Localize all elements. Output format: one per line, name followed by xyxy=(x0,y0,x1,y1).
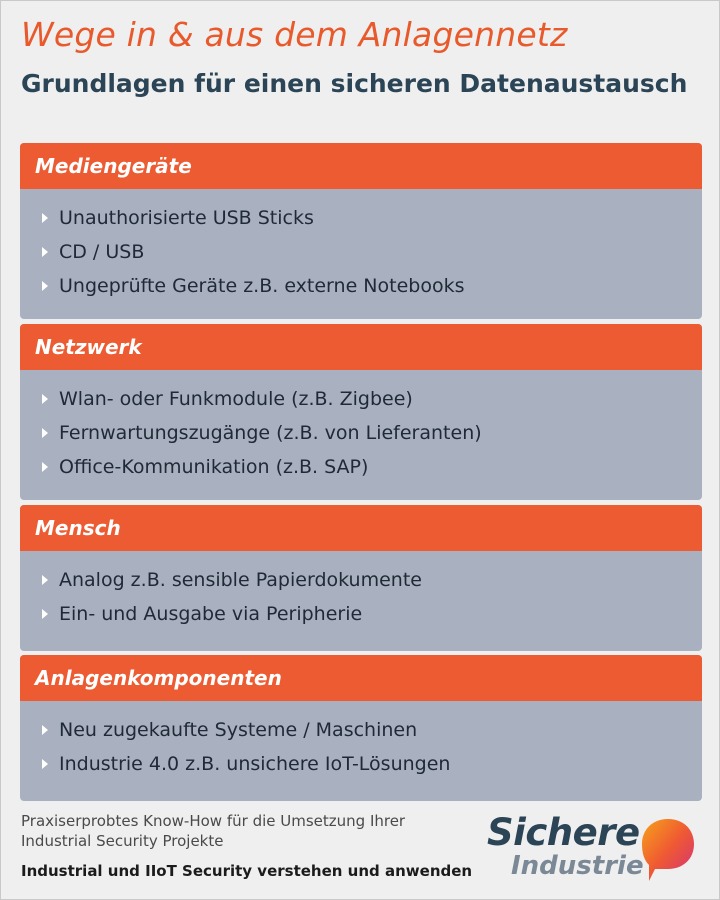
triangle-bullet-icon xyxy=(42,281,48,291)
list-item xyxy=(20,563,702,597)
section-body xyxy=(20,551,702,651)
triangle-bullet-icon xyxy=(42,213,48,223)
list-item xyxy=(20,269,702,303)
triangle-bullet-icon xyxy=(42,394,48,404)
page-subtitle: Grundlagen für einen sicheren Datenaustausch xyxy=(21,69,688,98)
list-item xyxy=(20,747,702,781)
list-item xyxy=(20,201,702,235)
list-item-label: Neu zugekaufte Systeme / Maschinen xyxy=(59,719,418,741)
list-item-label: Office-Kommunikation (z.B. SAP) xyxy=(59,456,369,478)
section-card-mediengeraete xyxy=(20,143,702,319)
list-item xyxy=(20,450,702,484)
triangle-bullet-icon xyxy=(42,609,48,619)
triangle-bullet-icon xyxy=(42,759,48,769)
section-card-netzwerk xyxy=(20,324,702,500)
section-header: Netzwerk xyxy=(20,324,702,370)
list-item-label: Ein- und Ausgabe via Peripherie xyxy=(59,603,363,625)
list-item xyxy=(20,235,702,269)
list-item xyxy=(20,713,702,747)
list-item xyxy=(20,597,702,631)
logo-text-line2: Industrie xyxy=(511,851,644,881)
list-item-label: Wlan- oder Funkmodule (z.B. Zigbee) xyxy=(59,388,413,410)
section-header: Anlagenkomponenten xyxy=(20,655,702,701)
list-item-label: CD / USB xyxy=(59,241,145,263)
section-body xyxy=(20,701,702,801)
section-header: Mensch xyxy=(20,505,702,551)
section-header: Mediengeräte xyxy=(20,143,702,189)
logo-text-line1: Sichere xyxy=(487,811,640,854)
triangle-bullet-icon xyxy=(42,428,48,438)
triangle-bullet-icon xyxy=(42,725,48,735)
list-item xyxy=(20,382,702,416)
section-body xyxy=(20,370,702,500)
list-item-label: Unauthorisierte USB Sticks xyxy=(59,207,314,229)
footer-description: Praxiserprobtes Know-How für die Umsetzung Ihrer Industrial Security Projekte xyxy=(21,812,406,850)
triangle-bullet-icon xyxy=(42,247,48,257)
section-card-anlagenkomponenten xyxy=(20,655,702,801)
list-item xyxy=(20,416,702,450)
section-card-mensch xyxy=(20,505,702,651)
page-title: Wege in & aus dem Anlagennetz xyxy=(21,15,568,54)
footer-tagline: Industrial und IIoT Security verstehen und anwenden xyxy=(21,862,473,880)
section-body xyxy=(20,189,702,319)
list-item-label: Ungeprüfte Geräte z.B. externe Notebooks xyxy=(59,275,465,297)
brand-logo xyxy=(481,809,701,889)
list-item-label: Industrie 4.0 z.B. unsichere IoT-Lösungen xyxy=(59,753,451,775)
speech-bubble-gradient-icon xyxy=(639,815,697,883)
list-item-label: Analog z.B. sensible Papierdokumente xyxy=(59,569,422,591)
triangle-bullet-icon xyxy=(42,575,48,585)
list-item-label: Fernwartungszugänge (z.B. von Lieferanten) xyxy=(59,422,482,444)
triangle-bullet-icon xyxy=(42,462,48,472)
